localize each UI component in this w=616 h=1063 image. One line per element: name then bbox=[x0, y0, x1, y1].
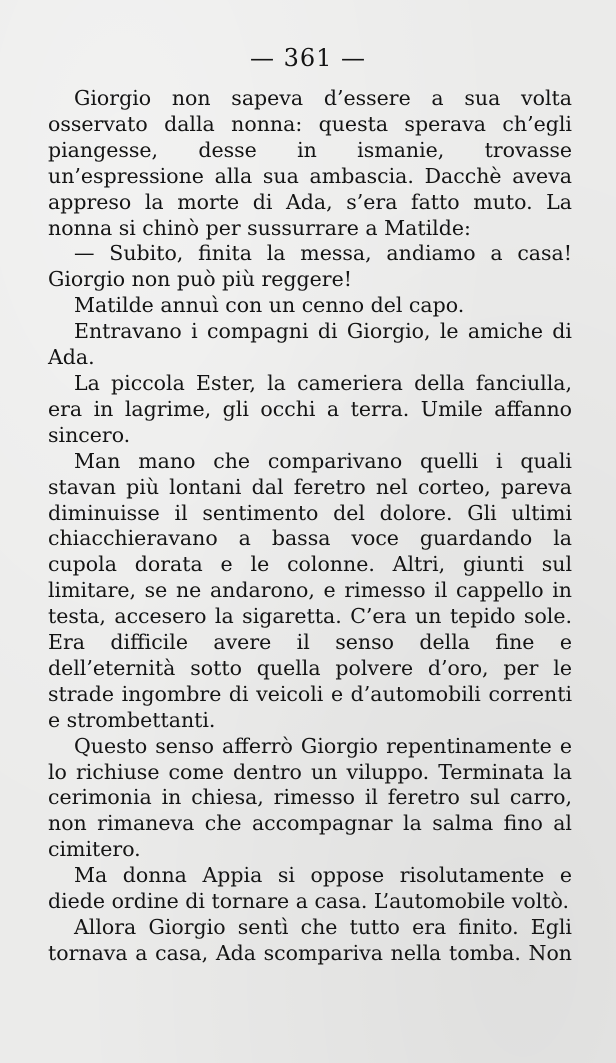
paragraph-6: Man mano che comparivano quelli i quali stavan più lontani dal feretro nel corteo, pareva diminuisse il sentimento del dolore. Gli ultimi chiacchieravano a bassa voce guardando la cupola dorata e le colonne. Altri, giunti sul limitare, se ne andarono, e rimesso il cappello in testa, accesero la sigaretta. C’era un tepido sole. Era difficile avere il senso della fine e dell’eternità sotto quella polvere d’oro, per le strade ingombre di veicoli e d’automobili correnti e strombettanti. bbox=[48, 448, 572, 732]
paragraph-3: Matilde annuì con un cenno del capo. bbox=[74, 293, 465, 318]
paragraph-1: Giorgio non sapeva d’essere a sua volta osservato dalla nonna: questa sperava ch’egli piangesse, desse in ismanie, trovasse un’espressione alla sua ambascia. Dacchè aveva appreso la morte di Ada, s’era fatto muto. La nonna si chinò per sussurrare a Matilde: bbox=[48, 86, 572, 240]
paragraph-5: La piccola Ester, la cameriera della fanciulla, era in lagrime, gli occhi a terra. Umile affanno sincero. bbox=[48, 370, 572, 447]
body-text bbox=[48, 86, 572, 967]
page-number: — 361 — bbox=[249, 44, 367, 72]
paragraph-4: Entravano i compagni di Giorgio, le amiche di Ada. bbox=[48, 319, 572, 370]
paragraph-9: Allora Giorgio sentì che tutto era finito. Egli tornava a casa, Ada scompariva nella tomba. Non bbox=[48, 915, 572, 965]
paragraph-7: Questo senso afferrò Giorgio repentinamente e lo richiuse come dentro un viluppo. Terminata la cerimonia in chiesa, rimesso il feretro sul carro, non rimaneva che accompagnar la salma fino al cimitero. bbox=[48, 733, 572, 862]
paragraph-2: — Subito, finita la messa, andiamo a casa! Giorgio non può più reggere! bbox=[48, 241, 572, 292]
paragraph-8: Ma donna Appia si oppose risolutamente e diede ordine di tornare a casa. L’automobile voltò. bbox=[48, 863, 572, 914]
